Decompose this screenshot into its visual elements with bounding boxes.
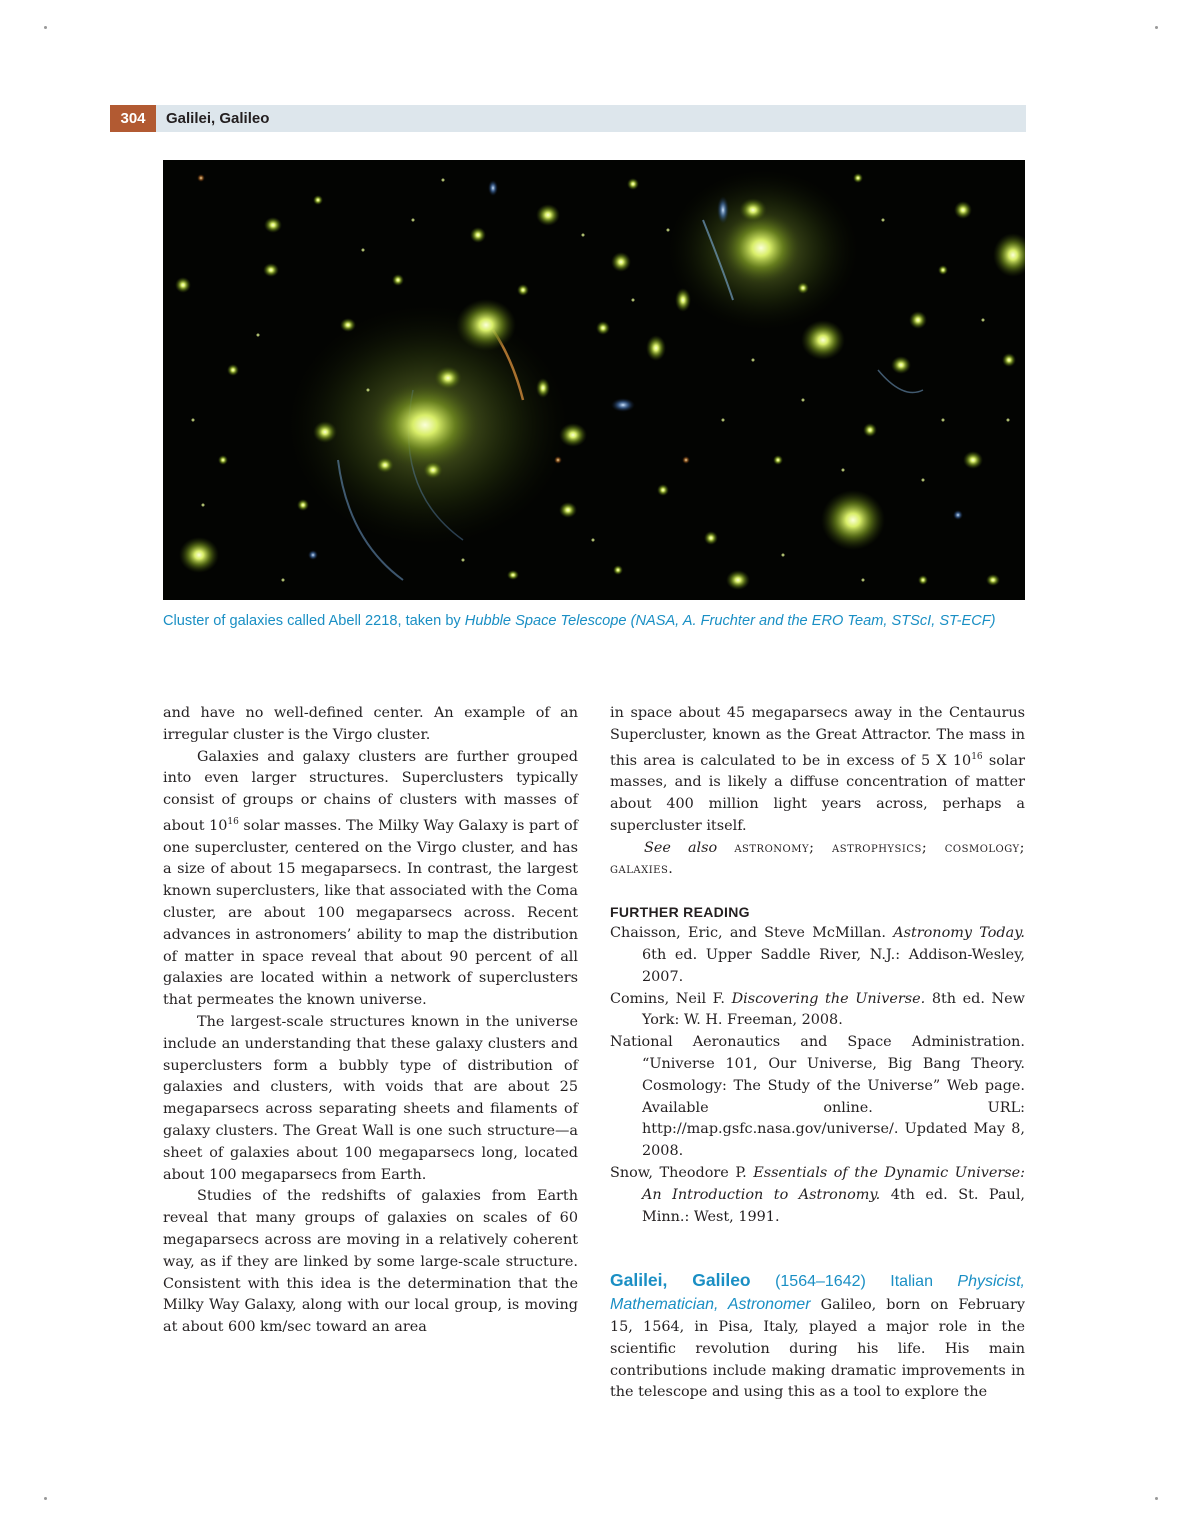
superscript: 16 (227, 816, 239, 827)
reference-item (610, 1163, 1025, 1228)
paragraph-text: solar masses, and is likely a diffuse concentration of matter about 400 million light years across, perhaps a supercluster itself. (610, 752, 1026, 834)
registration-mark (44, 1497, 47, 1500)
caption-telescope-name: Hubble Space Telescope (464, 613, 627, 629)
running-header (110, 105, 1026, 132)
left-column (163, 703, 578, 1339)
caption-credit: (NASA, A. Fruchter and the ERO Team, STScI, ST-ECF) (626, 613, 996, 629)
entry-title: Galilei, Galileo (610, 1270, 751, 1291)
reference-publication: 6th ed. Upper Saddle River, N.J.: Addison-Wesley, 2007. (642, 946, 1025, 985)
registration-mark (44, 26, 47, 29)
reference-title: Astronomy Today. (893, 925, 1025, 942)
right-column (610, 703, 1025, 1404)
superscript: 16 (971, 751, 983, 762)
reference-author: National Aeronautics and Space Administration. “Universe 101, Our Universe, Big Bang Theory. Cosmology: The Study of the Universe” Web page. Available online. URL: http://map.gsfc.nasa.gov/universe/. Updated May 8, 2008. (610, 1034, 1025, 1160)
paragraph: Studies of the redshifts of galaxies from Earth reveal that many groups of galaxies on scales of 60 megaparsecs across are moving in a relatively coherent way, as if they are linked by some large-scale structure. Consistent with this idea is the determination that the Milky Way Galaxy, along with our local group, is moving at about 600 km/sec toward an area (163, 1188, 578, 1336)
further-reading-heading: FURTHER READING (610, 904, 750, 921)
reference-author: Comins, Neil F. (610, 990, 732, 1007)
reference-publication: 4th ed. St. Paul, Minn.: West, 1991. (642, 1186, 1025, 1225)
registration-mark (1155, 26, 1158, 29)
running-head-title: Galilei, Galileo (166, 110, 270, 127)
page-number: 304 (110, 105, 156, 132)
paragraph (163, 747, 578, 1012)
reference-title: Essentials of the Dynamic Universe: An Introduction to Astronomy. (642, 1164, 1025, 1203)
reference-author: Chaisson, Eric, and Steve McMillan. (610, 925, 894, 942)
galaxy-cluster-photo (163, 160, 1025, 600)
paragraph: and have no well-defined center. An example of an irregular cluster is the Virgo cluster. (163, 705, 578, 743)
see-also (610, 838, 1025, 882)
paragraph (610, 703, 1025, 838)
encyclopedia-entry (610, 1270, 1025, 1404)
entry-roles: Physicist, Mathematician, Astronomer (610, 1273, 1025, 1314)
reference-item (610, 989, 1025, 1033)
galaxy-cluster-image (163, 160, 1025, 600)
reference-publication: 8th ed. New York: W. H. Freeman, 2008. (642, 990, 1025, 1029)
entry-dates: (1564–1642) Italian (750, 1273, 958, 1291)
reference-item (610, 923, 1025, 988)
paragraph: The largest-scale structures known in the universe include an understanding that these galaxy clusters and superclusters form a bubbly type of distribution of galaxies and clusters, with voids that are about 25 megaparsecs across separating sheets and filaments of galaxy clusters. The Great Wall is one such structure—a sheet of galaxies about 100 megaparsecs long, located about 100 megaparsecs from Earth. (163, 1013, 578, 1183)
paragraph-text: Galaxies and galaxy clusters are further grouped into even larger structures. Superclusters typically consist of groups or chains of clusters with masses of about 10 (163, 748, 578, 834)
reference-title: Discovering the Universe. (731, 990, 926, 1007)
paragraph-text: in space about 45 megaparsecs away in the Centaurus Supercluster, known as the Great Attractor. The mass in this area is calculated to be in excess of 5 X 10 (610, 705, 1025, 769)
figure-caption (163, 611, 1033, 631)
reference-author: Snow, Theodore P. (610, 1164, 754, 1181)
entry-text: Galileo, born on February 15, 1564, in Pisa, Italy, played a major role in the scientific revolution during his life. His main contributions include making dramatic improvements in the telescope and using this as a tool to explore the (610, 1297, 1025, 1401)
see-also-label: See also (644, 839, 718, 856)
registration-mark (1155, 1497, 1158, 1500)
reference-item (610, 1032, 1025, 1163)
see-also-items: astronomy; astrophysics; cosmology; galaxies. (610, 839, 1026, 878)
caption-text: Cluster of galaxies called Abell 2218, taken by (163, 613, 465, 629)
paragraph-text: solar masses. The Milky Way Galaxy is part of one supercluster, centered on the Virgo cluster, and has a size of about 15 megaparsecs. In contrast, the largest known superclusters, like that associated with the Coma cluster, are about 100 megaparsecs across. Recent advances in astronomers’ ability to map the distribution of matter in space reveal that about 90 percent of all galaxies are located within a network of superclusters that permeates the known universe. (163, 817, 578, 1009)
